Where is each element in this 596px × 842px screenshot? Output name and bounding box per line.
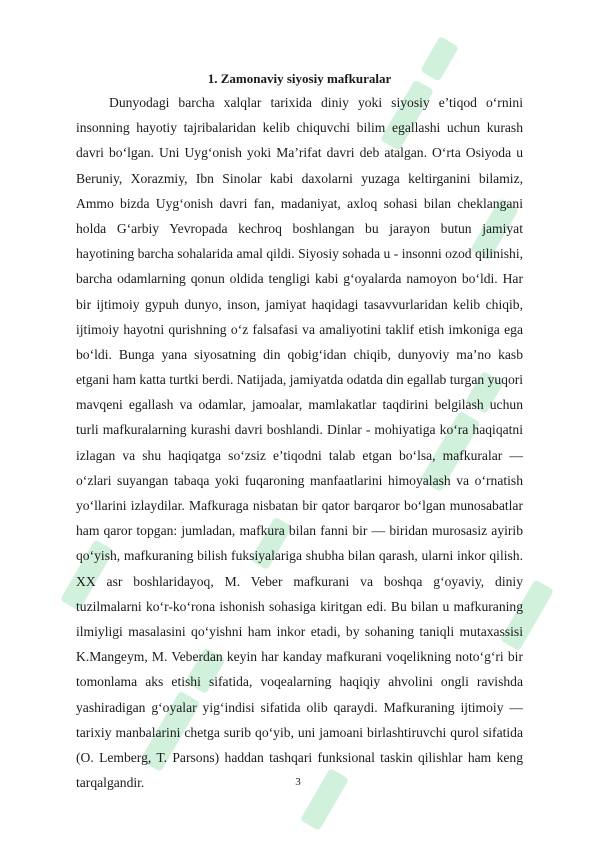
- text-line: o‘zlari suyangan tabaqa yoki fuqaroning manfaatlarini himoyalash va o‘rnatish: [76, 472, 523, 488]
- text-line: barcha odamlarning qonun oldida tengligi kabi g‘oyalarda namoyon bo‘ldi. Har: [76, 271, 523, 287]
- text-line: Dunyodagi barcha xalqlar tarixida diniy yoki siyosiy e’tiqod o‘rnini: [109, 95, 523, 110]
- text-line: holda G‘arbiy Yevropada kechroq boshlangan bu jarayon butun jamiyat: [76, 220, 523, 236]
- text-line: XX asr boshlaridayoq, M. Veber mafkurani va boshqa g‘oyaviy, diniy: [76, 573, 523, 589]
- text-line: Ammo bizda Uyg‘onish davri fan, madaniyat, axloq sohasi bilan cheklangani: [76, 195, 523, 211]
- text-line: (O. Lemberg, T. Parsons) haddan tashqari funksional taskin qilishlar ham keng: [76, 749, 523, 765]
- text-line: etgani ham katta turtki berdi. Natijada, jamiyatda odatda din egallab turgan yuqori: [76, 372, 524, 388]
- text-line: turli mafkuralarning kurashi davri boshlandi. Dinlar - mohiyatiga ko‘ra haqiqatni: [76, 422, 523, 438]
- text-line: bir ijtimoiy gypuh dunyo, inson, jamiyat haqidagi tasavvurlaridan kelib chiqib,: [76, 296, 523, 312]
- text-line: ilmiyligi masalasini qo‘yishni ham inkor etadi, by sohaning taniqli mutaxassisi: [76, 623, 523, 639]
- text-line: yashiradigan g‘oyalar yig‘indisi sifatida olib qaraydi. Mafkuraning ijtimoiy —: [76, 699, 523, 715]
- text-line: tarqalgandir.: [76, 775, 145, 791]
- text-line: izlagan va shu haqiqatga so‘zsiz e’tiqodni talab etgan bo‘lsa, mafkuralar —: [76, 447, 523, 463]
- page-number: 3: [295, 776, 301, 788]
- text-line: Beruniy, Xorazmiy, Ibn Sinolar kabi daxolarni yuzaga keltirganini bilamiz,: [76, 170, 523, 186]
- text-line: tarixiy manbalarini chetga surib qo‘yib, uni jamoani birlashtiruvchi qurol sifatida: [76, 724, 523, 740]
- text-line: qo‘yish, mafkuraning bilish fuksiyalariga shubha bilan qarash, ularni inkor qilish.: [76, 548, 523, 564]
- text-line: ham qaror topgan: jumladan, mafkura bilan fanni bir — biridan murosasiz ayirib: [76, 523, 523, 539]
- text-line: tuzilmalarni ko‘r-ko‘rona ishonish sohasiga kiritgan edi. Bu bilan u mafkuraning: [76, 598, 523, 614]
- section-title: 1. Zamonaviy siyosiy mafkuralar: [207, 71, 392, 86]
- text-line: ijtimoiy hayotni qurishning o‘z falsafasi va amaliyotini taklif etish imkoniga ega: [76, 321, 523, 337]
- text-line: insonning hayotiy tajribalaridan kelib chiquvchi bilim egallashi uchun kurash: [76, 120, 523, 136]
- text-line: K.Mangeym, M. Veberdan keyin har kanday mafkurani voqelikning noto‘g‘ri bir: [76, 649, 523, 665]
- text-line: mavqeni egallash va odamlar, jamoalar, mamlakatlar taqdirini belgilash uchun: [76, 397, 523, 413]
- text-line: tomonlama aks etishi sifatida, voqealarning haqiqiy ahvolini ongli ravishda: [76, 674, 523, 690]
- body-paragraph: [76, 90, 523, 795]
- text-line: yo‘llarini izlaydilar. Mafkuraga nisbatan bir qator barqaror bo‘lgan munosabatlar: [76, 498, 523, 513]
- document-page: [76, 68, 523, 795]
- text-line: davri bo‘lgan. Uni Uyg‘onish yoki Ma’rifat davri deb atalgan. O‘rta Osiyoda u: [76, 145, 523, 161]
- text-line: bo‘ldi. Bunga yana siyosatning din qobig‘idan chiqib, dunyoviy ma’no kasb: [76, 346, 523, 362]
- text-line: hayotining barcha sohalarida amal qildi. Siyosiy sohada u - insonni ozod qilinishi,: [76, 246, 523, 262]
